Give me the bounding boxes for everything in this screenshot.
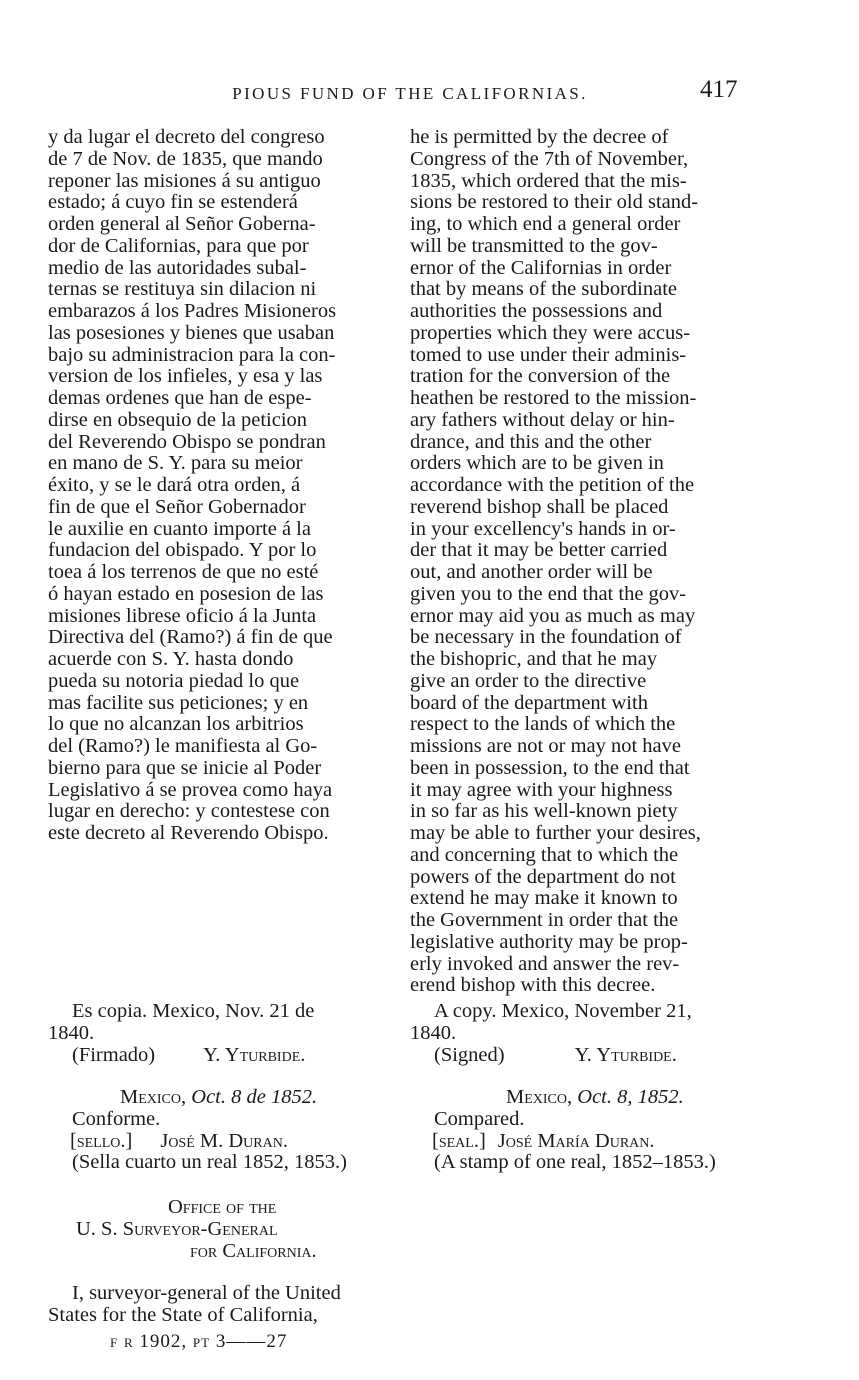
text-line: las posesiones y bienes que usaban	[48, 321, 335, 344]
signed-label: (Firmado)	[72, 1043, 156, 1066]
text-line: embarazos á los Padres Misioneros	[48, 300, 337, 322]
seal-line	[70, 1131, 388, 1153]
text-line: missions are not or may not have	[410, 735, 682, 757]
text-line: erend bishop with this decree.	[410, 974, 656, 997]
text-line: tration for the conversion of the	[410, 365, 671, 388]
text-line: orden general al Señor Goberna-	[48, 213, 316, 235]
english-text-column	[410, 127, 748, 997]
text-line: extend he may make it known to	[410, 887, 678, 910]
paragraph-line: States for the State of California,	[48, 1303, 318, 1326]
office-line: U. S. Surveyor-General	[76, 1217, 278, 1240]
text-line: mas facilite sus peticiones; y en	[48, 691, 309, 714]
stamp-note: (Sella cuarto un real 1852, 1853.)	[72, 1151, 347, 1174]
surveyor-certification-paragraph	[48, 1283, 388, 1327]
text-line: en mano de S. Y. para su meior	[48, 452, 303, 475]
text-line: ing, to which end a general order	[410, 213, 681, 235]
copy-year: 1840.	[410, 1021, 457, 1044]
seal-signatory: José María Duran.	[497, 1129, 655, 1152]
copy-line: Es copia. Mexico, Nov. 21 de	[72, 1000, 315, 1022]
text-line: sions be restored to their old stand-	[410, 191, 699, 214]
text-line: tomed to use under their adminis-	[410, 343, 687, 366]
text-line: lo que no alcanzan los arbitrios	[48, 713, 304, 736]
text-line: heathen be restored to the mission-	[410, 387, 697, 409]
seal-signatory: José M. Duran.	[160, 1129, 288, 1152]
signatory-name: Y. Yturbide.	[574, 1043, 677, 1066]
text-line: ernor may aid you as much as may	[410, 604, 696, 627]
text-line: bajo su administracion para la con-	[48, 343, 336, 366]
seal-label: [seal.]	[432, 1129, 486, 1152]
text-line: del Reverendo Obispo se pondran	[48, 430, 326, 453]
text-line: board of the department with	[410, 691, 648, 714]
spanish-certification-block	[48, 1087, 388, 1174]
copy-line: A copy. Mexico, November 21,	[434, 1000, 692, 1022]
text-line: dirse en obsequio de la peticion	[48, 408, 308, 431]
english-copy-attestation	[410, 1001, 748, 1066]
text-line: dor de Californias, para que por	[48, 234, 309, 257]
text-line: toea á los terrenos de que no esté	[48, 561, 319, 583]
text-line: reverend bishop shall be placed	[410, 495, 669, 518]
signature-line	[72, 1045, 388, 1067]
text-line: acuerde con S. Y. hasta dondo	[48, 648, 294, 670]
text-line: Legislativo á se provea como haya	[48, 778, 333, 801]
text-line: 1835, which ordered that the mis-	[410, 169, 687, 192]
office-line: for California.	[190, 1239, 317, 1262]
text-line: de 7 de Nov. de 1835, que mando	[48, 147, 323, 170]
signed-label: (Signed)	[434, 1043, 505, 1066]
text-line: del (Ramo?) le manifiesta al Go-	[48, 735, 318, 757]
text-line: give an order to the directive	[410, 669, 647, 692]
text-line: will be transmitted to the gov-	[410, 234, 658, 257]
text-line: in so far as his well-known piety	[410, 800, 678, 823]
conformity-label: Conforme.	[72, 1107, 161, 1130]
text-line: misiones librese oficio á la Junta	[48, 604, 317, 627]
text-line: powers of the department do not	[410, 865, 676, 888]
certification-date: Mexico, Oct. 8 de 1852.	[120, 1086, 318, 1108]
text-line: fin de que el Señor Gobernador	[48, 495, 306, 518]
seal-label: [sello.]	[70, 1129, 133, 1152]
text-line: ernor of the Californias in order	[410, 256, 672, 279]
text-line: accordance with the petition of the	[410, 474, 695, 496]
seal-line	[432, 1131, 748, 1153]
text-line: reponer las misiones á su antiguo	[48, 169, 321, 192]
text-line: estado; á cuyo fin se estenderá	[48, 191, 298, 214]
text-line: drance, and this and the other	[410, 430, 652, 453]
conformity-label: Compared.	[434, 1107, 525, 1130]
text-line: le auxilie en cuanto importe á la	[48, 517, 311, 540]
text-line: bierno para que se inicie al Poder	[48, 756, 322, 779]
text-line: and concerning that to which the	[410, 843, 679, 866]
text-line: the bishopric, and that he may	[410, 648, 658, 670]
page-number: 417	[700, 76, 738, 103]
text-line: der that it may be better carried	[410, 539, 668, 562]
copy-year: 1840.	[48, 1021, 95, 1044]
text-line: ary fathers without delay or hin-	[410, 408, 675, 431]
text-line: pueda su notoria piedad lo que	[48, 669, 300, 692]
text-line: ternas se restituya sin dilacion ni	[48, 278, 317, 301]
text-line: may be able to further your desires,	[410, 822, 701, 844]
text-line: the Government in order that the	[410, 909, 679, 931]
text-line: he is permitted by the decree of	[410, 126, 669, 148]
stamp-note: (A stamp of one real, 1852–1853.)	[434, 1151, 716, 1174]
running-header-title: PIOUS FUND OF THE CALIFORNIAS.	[232, 84, 588, 103]
signature-mark: f r 1902, pt 3——27	[110, 1331, 288, 1352]
text-line: orders which are to be given in	[410, 452, 664, 475]
text-line: éxito, y se le dará otra orden, á	[48, 474, 301, 496]
text-line: medio de las autoridades subal-	[48, 256, 307, 279]
signature-line	[434, 1045, 748, 1067]
english-certification-block	[410, 1087, 748, 1174]
text-line: given you to the end that the gov-	[410, 582, 687, 605]
spanish-text-column	[48, 127, 388, 845]
signatory-name: Y. Yturbide.	[203, 1043, 306, 1066]
text-line: that by means of the subordinate	[410, 278, 678, 301]
text-line: ó hayan estado en posesion de las	[48, 582, 324, 605]
text-line: legislative authority may be prop-	[410, 930, 688, 953]
text-line: be necessary in the foundation of	[410, 626, 682, 649]
text-line: it may agree with your highness	[410, 778, 673, 801]
text-line: authorities the possessions and	[410, 300, 663, 322]
text-line: lugar en derecho: y contestese con	[48, 800, 330, 823]
spanish-copy-attestation	[48, 1001, 388, 1066]
certification-date: Mexico, Oct. 8, 1852.	[506, 1086, 684, 1108]
text-line: respect to the lands of which the	[410, 713, 676, 736]
text-line: Directiva del (Ramo?) á fin de que	[48, 626, 333, 649]
text-line: demas ordenes que han de espe-	[48, 387, 312, 409]
text-line: properties which they were accus-	[410, 321, 691, 344]
text-line: in your excellency's hands in or-	[410, 517, 676, 540]
text-line: erly invoked and answer the rev-	[410, 952, 680, 975]
office-line: Office of the	[168, 1196, 277, 1218]
text-line: fundacion del obispado. Y por lo	[48, 539, 317, 562]
text-line: y da lugar el decreto del congreso	[48, 126, 325, 148]
paragraph-line: I, surveyor-general of the United	[72, 1282, 341, 1304]
text-line: been in possession, to the end that	[410, 756, 690, 779]
text-line: este decreto al Reverendo Obispo.	[48, 822, 329, 844]
surveyor-office-heading	[48, 1197, 388, 1262]
text-line: Congress of the 7th of November,	[410, 147, 689, 170]
text-line: out, and another order will be	[410, 561, 653, 583]
text-line: version de los infieles, y esa y las	[48, 365, 323, 388]
